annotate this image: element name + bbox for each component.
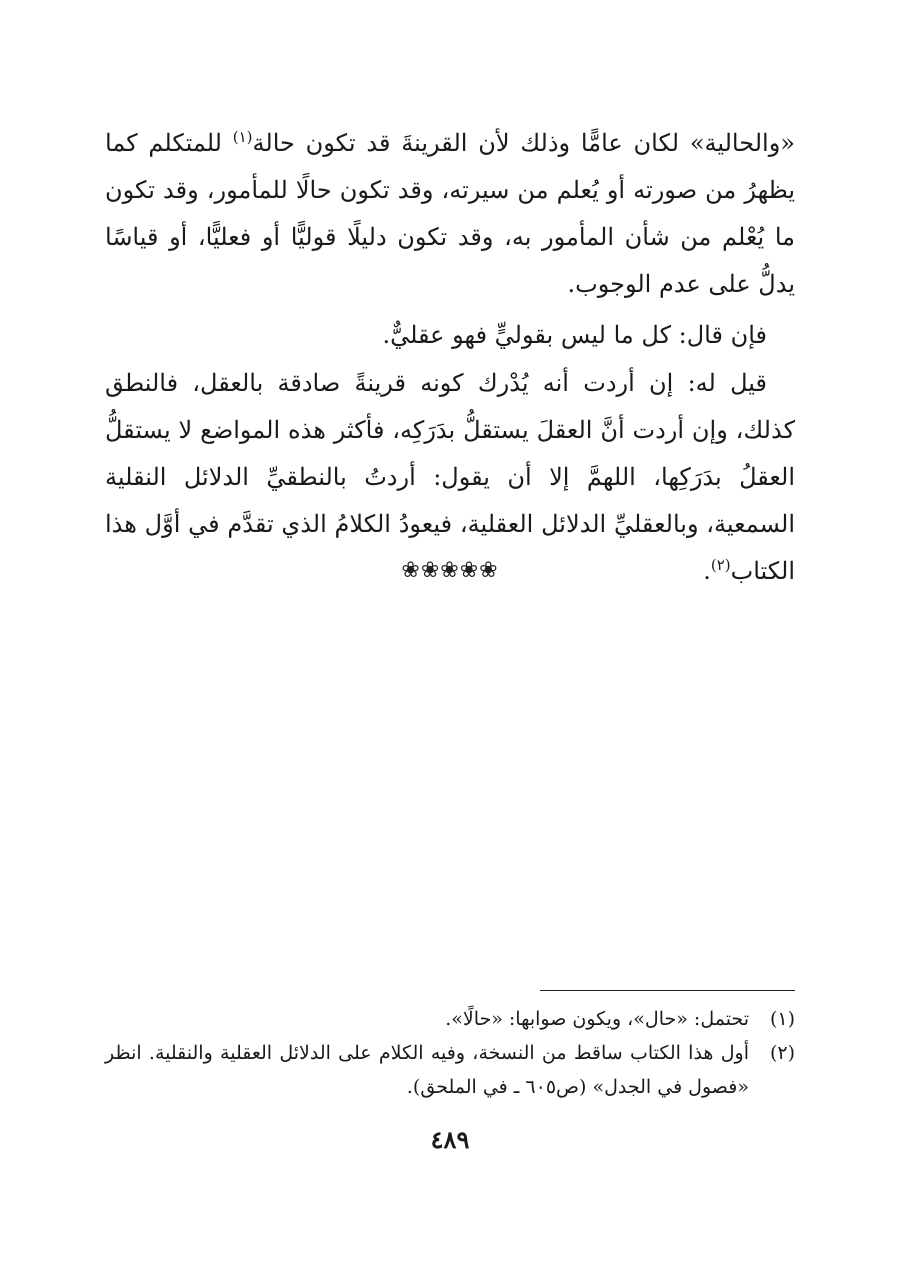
footnote-1-text: تحتمل: «حال»، ويكون صوابها: «حالًا». xyxy=(445,1008,749,1030)
paragraph-1 xyxy=(105,120,795,308)
paragraph-2-text: فإن قال: كل ما ليس بقوليٍّ فهو عقليٌّ. xyxy=(382,321,767,349)
section-end-ornament: ❀❀❀❀❀ xyxy=(401,558,499,583)
footnote-2-text: أول هذا الكتاب ساقط من النسخة، وفيه الكلام على الدلائل العقلية والنقلية. انظر «فصول في الجدل» (ص٦٠٥ ـ في الملحق). xyxy=(105,1042,749,1098)
footnotes xyxy=(105,1002,795,1104)
page-number: ٤٨٩ xyxy=(430,1125,470,1154)
paragraph-3-text-start: قيل له: إن أردت أنه يُدْرك كونه قرينةً صادقة بالعقل، فالنطق كذلك، وإن أردت أنَّ العقلَ يستقلُّ بدَرَكِه، فأكثر هذه المواضع لا يستقلُّ العقلُ بدَرَكِها، اللهمَّ إلا أن يقول: أردتُ بالنطقيِّ الدلائل النقلية السمعية، وبالعقليِّ الدلائل العقلية، فيعودُ الكلامُ الذي تقدَّم في أوَّل هذا الكتاب xyxy=(105,369,795,585)
footnote-1-number: (١) xyxy=(769,1008,795,1030)
footnote-2 xyxy=(105,1036,795,1104)
footnote-ref-1: (١) xyxy=(232,128,253,146)
paragraph-3-text-end: . xyxy=(703,557,711,585)
paragraph-1-text-start: «والحالية» لكان عامًّا وذلك لأن القرينةَ قد تكون حالة xyxy=(252,129,795,157)
footnote-2-number: (٢) xyxy=(769,1042,795,1064)
footnote-divider xyxy=(540,990,795,991)
paragraph-1-text-end: للمتكلم كما يظهرُ من صورته أو يُعلم من سيرته، وقد تكون حالًا للمأمور، وقد تكون ما يُعْلم من شأن المأمور به، وقد تكون دليلًا قوليًّا أو فعليًّا، أو قياسًا يدلُّ على عدم الوجوب. xyxy=(105,129,795,298)
footnote-ref-2: (٢) xyxy=(710,556,731,574)
paragraph-2 xyxy=(105,312,795,359)
footnote-1 xyxy=(105,1002,795,1036)
